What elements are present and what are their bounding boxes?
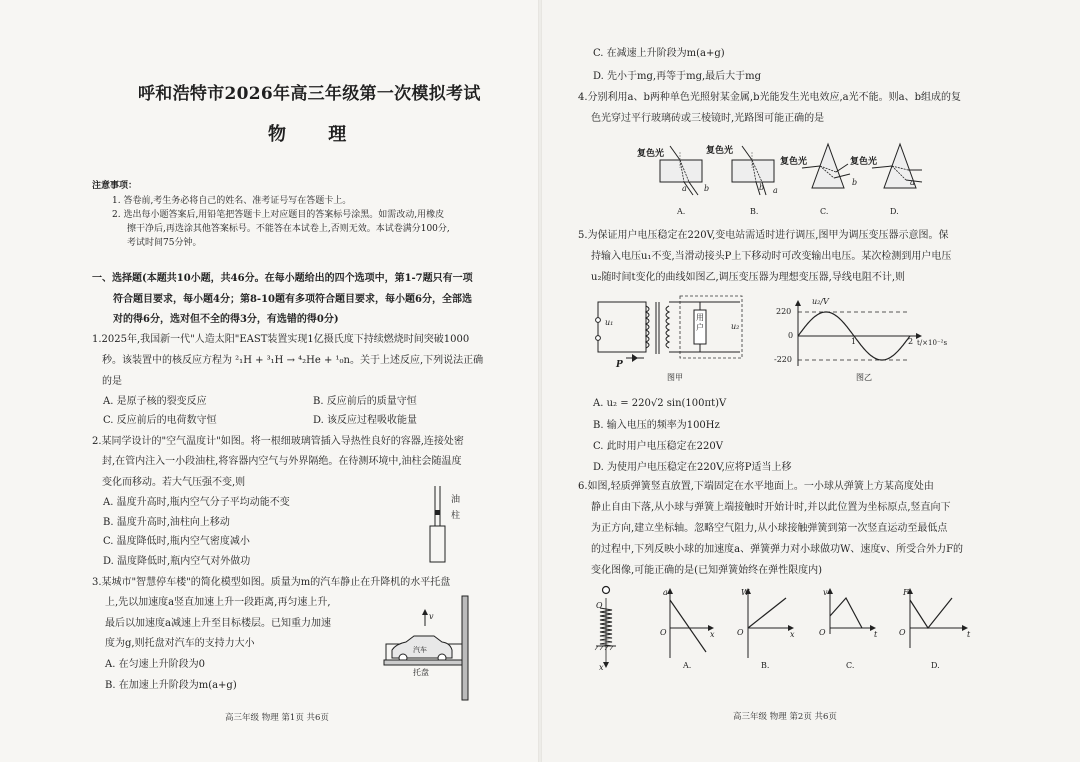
question-1-option-d: D. 该反应过程吸收能量 [313,415,418,426]
origin-label: O [596,601,603,610]
optics-b-label: b [704,184,710,193]
graph-c-yaxis: v [823,588,828,597]
question-5-stem: 持输入电压u₁不变,当滑动接头P上下移动时可改变输出电压。某次检测到用户电压 [591,251,952,262]
question-5-stem: u₂随时间t变化的曲线如图乙,调压变压器为理想变压器,导线电阻不计,则 [591,272,906,283]
graph-c-xaxis: t [874,630,878,639]
graph-choice-a: A. [683,661,692,670]
question-3-option-d: D. 先小于mg,再等于mg,最后大于mg [593,71,762,82]
optics-figures [646,140,926,200]
section-heading: 一、选择题(本题共10小题，共46分。在每小题给出的四个选项中，第1-7题只有一项 [92,273,473,284]
question-1-stem: 的是 [102,376,122,387]
graph-choice-c: C. [846,661,855,670]
question-5-option-d: D. 为使用户电压稳定在220V,应将P适当上移 [593,462,792,473]
question-5-option-b: B. 输入电压的频率为100Hz [593,420,720,431]
exam-title: 呼和浩特市2026年高三年级第一次模拟考试 [138,84,481,104]
question-5-option-c: C. 此时用户电压稳定在220V [593,441,723,452]
graph-a-xaxis: x [710,630,715,639]
slider-p-label: P [616,360,623,370]
optics-a-label: a [682,184,687,193]
question-2-option-b: B. 温度升高时,油柱向上移动 [103,517,230,528]
graph-b-yaxis: W [741,588,750,597]
question-1-option-a: A. 是原子核的裂变反应 [103,396,207,407]
optics-label-compound-light-d: 复色光 [850,157,878,167]
spring-ball-figure [594,586,622,674]
section-heading: 对的得6分，选对但不全的得3分，有选错的得0分) [113,314,339,325]
question-4-stem: 4.分别利用a、b两种单色光照射某金属,b光能发生光电效应,a光不能。则a、b组成的复 [578,92,961,103]
question-1-option-b: B. 反应前后的质量守恒 [313,396,417,407]
graph-d-xaxis: t [967,630,971,639]
graph-c-origin: O [819,628,826,637]
velocity-label: v [429,612,434,621]
question-5-option-a: A. u₂ = 220√2 sin(100πt)V [593,398,727,409]
figure-a-caption: 图甲 [667,373,683,382]
question-4-stem: 色光穿过平行玻璃砖或三棱镜时,光路图可能正确的是 [591,113,825,124]
optics-choice-c: C. [820,207,829,216]
optics-choice-d: D. [890,207,899,216]
optics-b-label: b [759,183,765,192]
optics-choice-a: A. [677,207,686,216]
chart-xlabel: t/×10⁻²s [917,339,948,347]
question-2-option-c: C. 温度降低时,瓶内空气密度减小 [103,536,250,547]
axis-x-label: x [599,663,604,672]
output-voltage-label: u₂ [731,322,740,331]
note-line: 2. 选出每小题答案后,用铅笔把答题卡上对应题目的答案标号涂黑。如需改动,用橡皮 [112,210,445,220]
question-2-option-d: D. 温度降低时,瓶内空气对外做功 [103,556,251,567]
question-3-stem: 3.某城市"智慧停车楼"的简化模型如图。质量为m的汽车静止在升降机的水平托盘 [92,577,451,588]
input-voltage-label: u₁ [605,318,614,327]
page-2-footer: 高三年级 物理 第2页 共6页 [733,712,837,722]
notes-header: 注意事项： [92,181,138,191]
chart-xtick: 2 [908,337,914,346]
figure-b-caption: 图乙 [856,373,872,382]
chart-ylabel: u₂/V [812,297,829,306]
question-1-option-c: C. 反应前后的电荷数守恒 [103,415,217,426]
question-1-stem: 秒。该装置中的核反应方程为 ²₁H + ³₁H → ⁴₂He + ¹₀n。关于上述反应,下列说法正确 [102,355,484,366]
graph-d-yaxis: F [903,588,909,597]
question-3-option-c: C. 在减速上升阶段为m(a+g) [593,48,725,59]
motion-graphs [648,586,988,664]
question-6-stem: 变化图像,可能正确的是(已知弹簧始终在弹性限度内) [591,565,822,576]
page-fold [538,0,542,762]
oil-column-label: 油柱 [451,495,461,521]
question-2-stem: 封,在管内注入一小段油柱,将容器内空气与外界隔绝。在待测环境中,油柱会随温度 [102,456,462,467]
optics-choice-b: B. [750,207,759,216]
question-2-option-a: A. 温度升高时,瓶内空气分子平均动能不变 [103,497,290,508]
chart-ytick: 220 [776,307,792,316]
question-3-stem: 最后以加速度a减速上升至目标楼层。已知重力加速 [105,618,331,629]
optics-label-compound-light-c: 复色光 [780,157,808,167]
chart-ytick: -220 [774,355,792,364]
question-3-stem: 上,先以加速度a竖直加速上升一段距离,再匀速上升, [105,597,331,608]
note-line: 1. 答卷前,考生务必将自己的姓名、准考证号写在答题卡上。 [112,196,352,206]
graph-choice-d: D. [931,661,940,670]
graph-d-origin: O [899,628,906,637]
question-3-option-a: A. 在匀速上升阶段为0 [105,659,205,670]
graph-b-origin: O [737,628,744,637]
question-2-stem: 变化而移动。若大气压强不变,则 [102,477,246,488]
question-3-stem: 度为g,则托盘对汽车的支持力大小 [105,638,255,649]
question-1-stem: 1.2025年,我国新一代"人造太阳"EAST装置实现1亿摄氏度下持续燃烧时间突破1000 [92,334,470,345]
page-1-footer: 高三年级 物理 第1页 共6页 [225,713,329,723]
graph-b-xaxis: x [790,630,795,639]
voltage-waveform-chart [776,300,926,368]
question-6-stem: 为正方向,建立坐标轴。忽略空气阻力,从小球接触弹簧到第一次竖直运动至最低点 [591,523,948,534]
user-label: 用户 [696,313,704,332]
air-thermometer-figure [425,486,475,566]
optics-label-compound-light-a: 复色光 [637,149,665,159]
optics-a-label: a [910,178,915,187]
question-3-option-b: B. 在加速上升阶段为m(a+g) [105,680,237,691]
graph-a-origin: O [660,628,667,637]
car-label: 汽车 [413,646,427,654]
question-6-stem: 静止自由下落,从小球与弹簧上端接触时开始计时,并以此位置为坐标原点,竖直向下 [591,502,951,513]
question-2-stem: 2.某同学设计的"空气温度计"如图。将一根细玻璃管插入导热性良好的容器,连接处密 [92,436,464,447]
graph-a-yaxis: a [663,588,668,597]
chart-xtick: 1 [851,337,857,346]
optics-b-label: b [852,178,858,187]
question-5-stem: 5.为保证用户电压稳定在220V,变电站需适时进行调压,图甲为调压变压器示意图。保 [578,230,949,241]
question-6-stem: 6.如图,轻质弹簧竖直放置,下端固定在水平地面上。一小球从弹簧上方某高度处由 [578,481,934,492]
tray-label: 托盘 [413,668,429,677]
note-line: 擦干净后,再选涂其他答案标号。不能答在本试卷上,否则无效。本试卷满分100分, [127,224,450,234]
optics-label-compound-light-b: 复色光 [706,146,734,156]
section-heading: 符合题目要求，每小题4分；第8-10题有多项符合题目要求，每小题6分，全部选 [113,294,472,305]
exam-subject: 物 理 [268,124,365,145]
optics-a-label: a [773,186,778,195]
graph-choice-b: B. [761,661,770,670]
question-6-stem: 的过程中,下列反映小球的加速度a、弹簧弹力对小球做功W、速度v、所受合外力F的 [591,544,964,555]
note-line: 考试时间75分钟。 [127,238,202,248]
chart-ytick: 0 [788,331,794,340]
